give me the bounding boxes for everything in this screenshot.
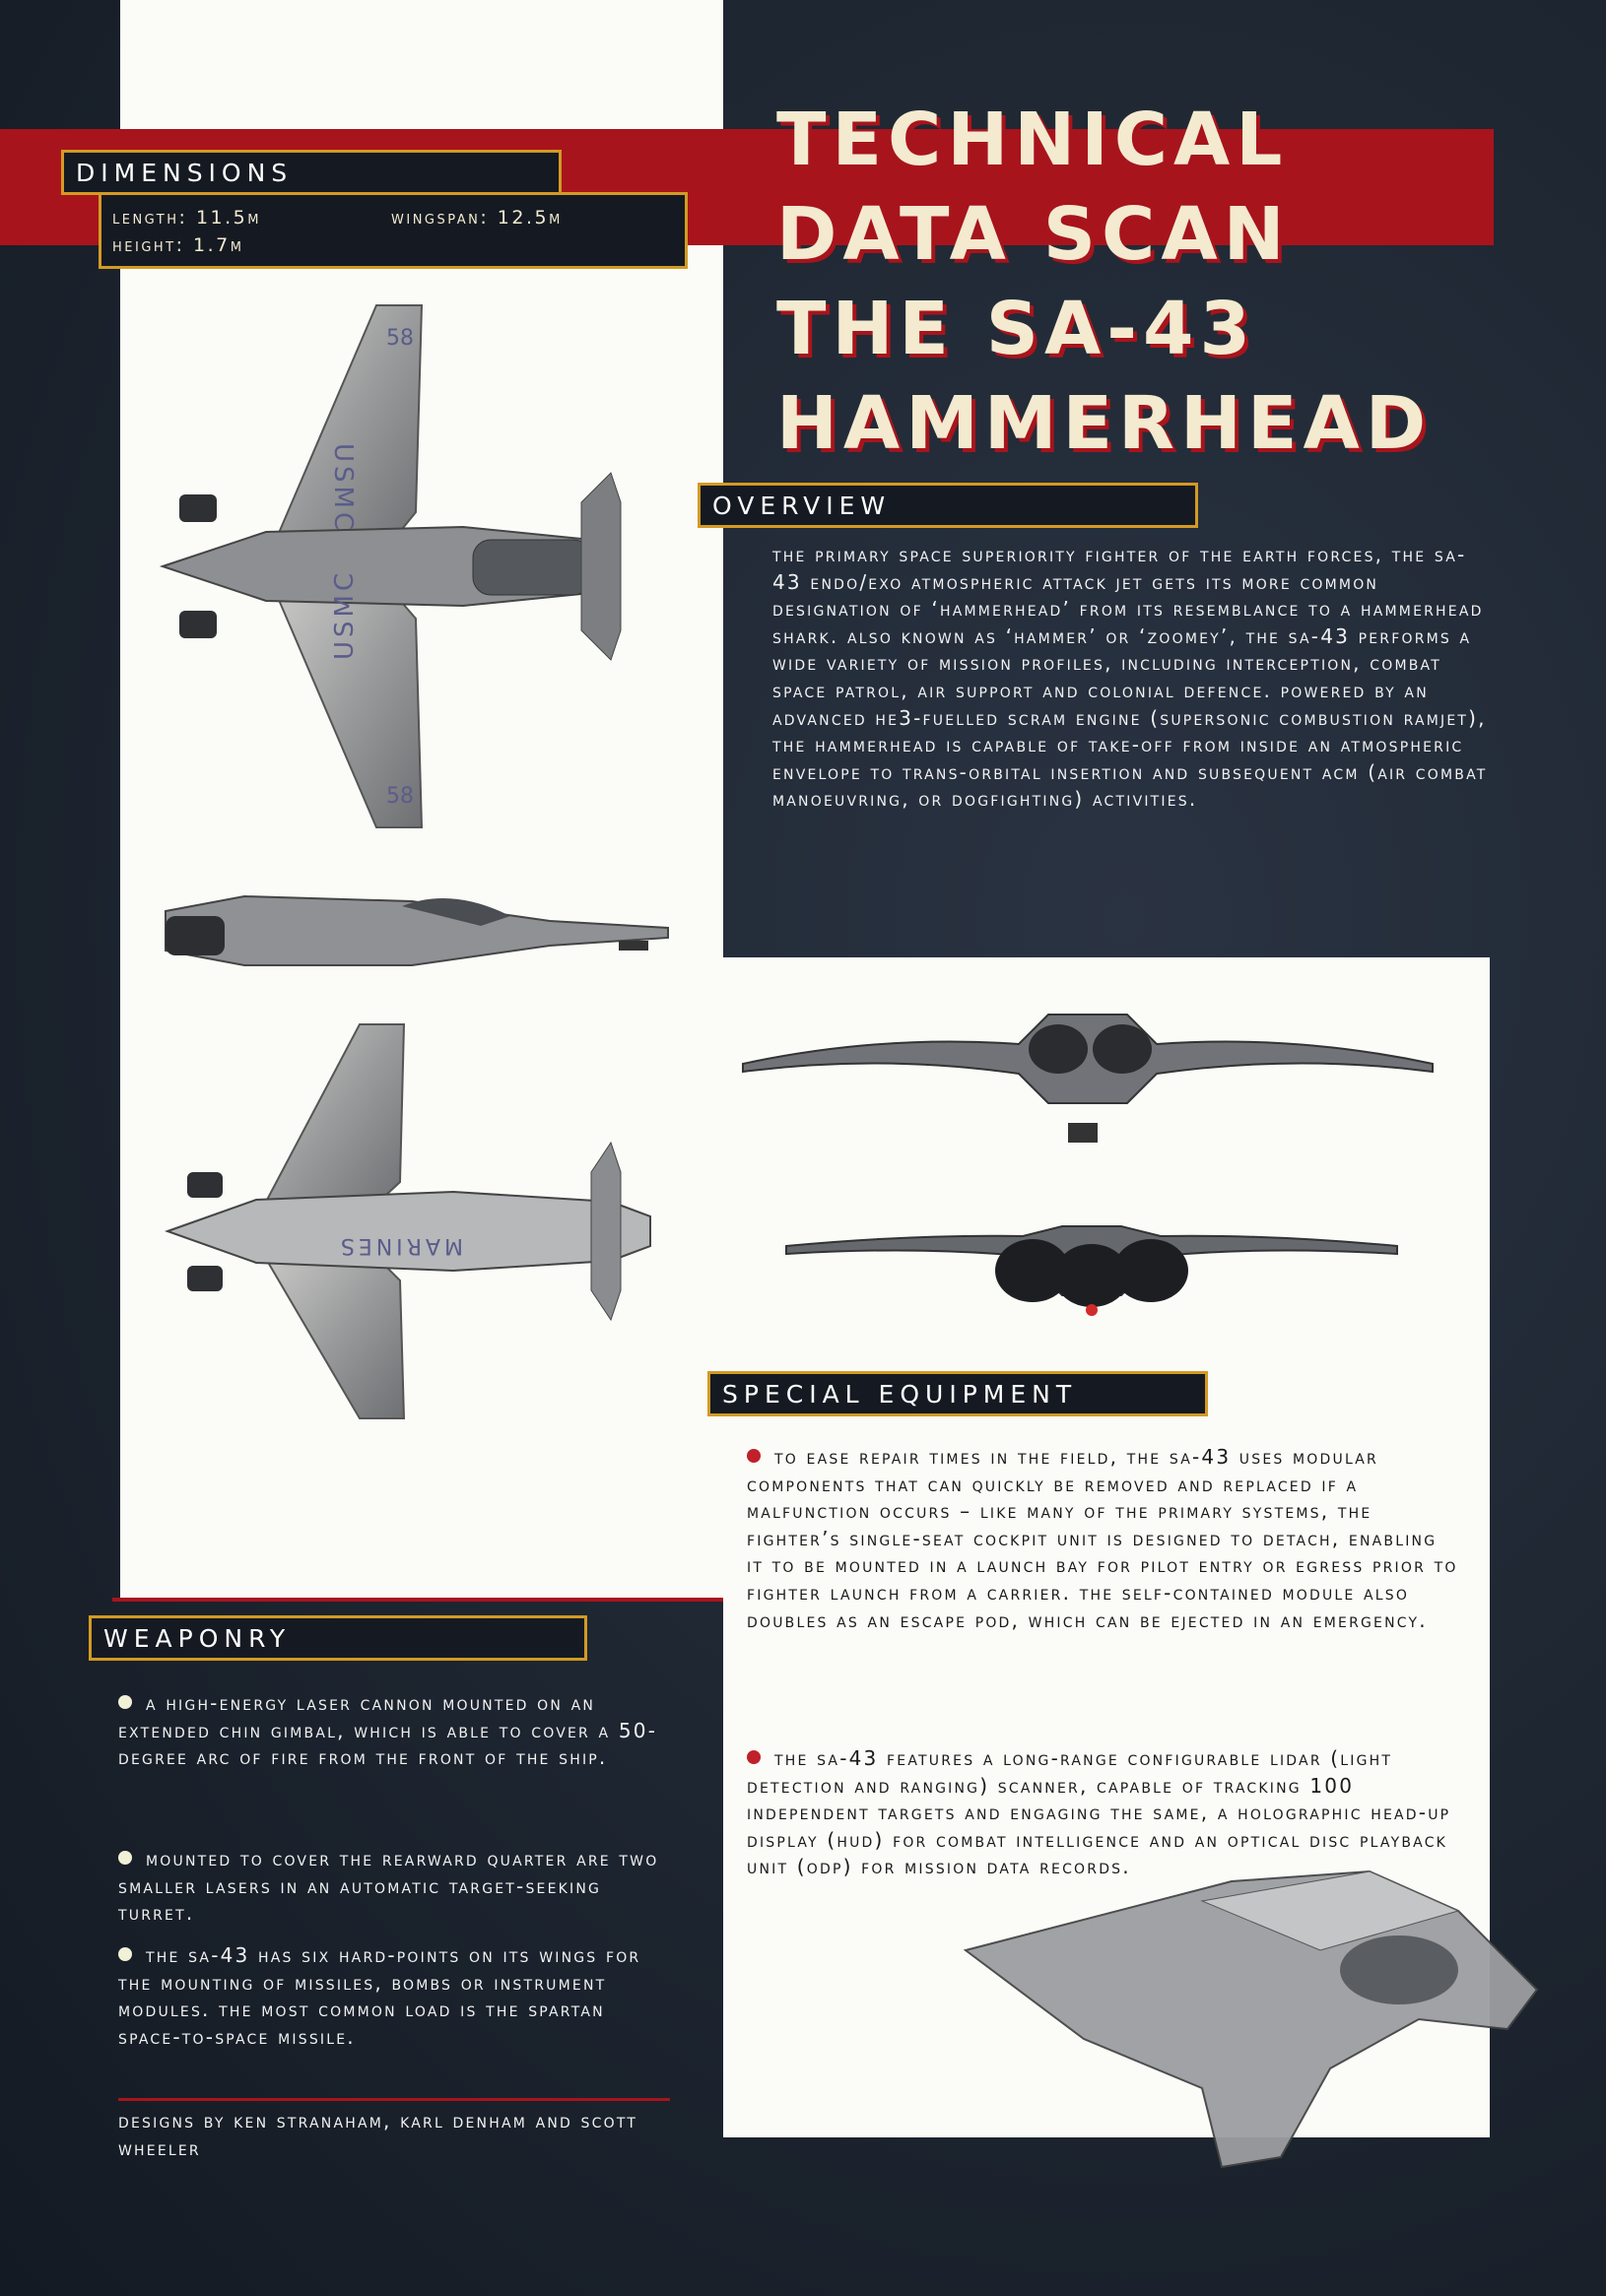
special-equipment-heading-text: SPECIAL EQUIPMENT [722,1379,1078,1409]
credits-divider [118,2098,670,2101]
number-marking-top: 58 [386,326,414,351]
weaponry-heading [89,1615,587,1661]
credits: designs by ken stranaham, karl denham and scott wheeler [118,2109,638,2160]
dimensions-heading-text: DIMENSIONS [76,158,294,187]
red-bullet-icon [747,1750,761,1764]
dimensions-values [99,192,688,269]
special-equipment-text-2: the sa-43 features a long-range configurable lidar (light detection and ranging) scanner, capable of tracking 100 independent targets and engaging the same, a holographic head-up display (hud) for combat intelligence and an optical disc playback unit (odp) for mission data records. [747,1746,1451,1879]
side-view-image [156,867,688,985]
dimension-height: height: 1.7m [112,234,244,256]
special-equipment-item-1 [747,1444,1458,1634]
number-marking-bottom: 58 [386,784,414,809]
weaponry-text-2: mounted to cover the rearward quarter are two smaller lasers in an automatic target-seeking turret. [118,1847,659,1926]
special-equipment-heading [707,1371,1208,1416]
rear-view-image [776,1207,1407,1335]
bullet-icon [118,1947,132,1961]
title-line-4: HAMMERHEAD [776,381,1433,466]
weaponry-item-3 [118,1942,670,2051]
weaponry-heading-text: WEAPONRY [103,1623,292,1653]
red-accent-line [112,1598,723,1602]
overview-body: the primary space superiority fighter of the earth forces, the sa-43 endo/exo atmospheric attack jet gets its more common designation of ‘hammerhead’ from its resemblance to a hammerhead shark. also known as ‘hammer’ or ‘zoomey’, the sa-43 performs a wide variety of mission profiles, including interception, combat space patrol, air support and colonial defence. powered by an advanced he3-fuelled scram engine (supersonic combustion ramjet), the hammerhead is capable of take-off from inside an atmospheric envelope to trans-orbital insertion and subsequent acm (air combat manoeuvring, or dogfighting) activities. [772,543,1488,812]
title-line-1: TECHNICAL [776,98,1289,182]
marines-marking: MARINES [336,1233,463,1258]
dimension-wingspan: wingspan: 12.5m [391,207,563,229]
usmc-marking-top: USMC [328,443,358,535]
bullet-icon [118,1695,132,1709]
title-line-2: DATA SCAN [776,192,1291,277]
special-equipment-text-1: to ease repair times in the field, the sa-43 uses modular components that can quickly be removed and replaced if a malfunction occurs – like many of the primary systems, the fighter’s single-seat cockpit unit is designed to detach, enabling it to be mounted in a launch bay for pilot entry or egress prior to fighter launch from a carrier. the self-contained module also doubles as an escape pod, which can be ejected in an emergency. [747,1445,1458,1632]
dimensions-heading [61,150,562,195]
weaponry-item-1 [118,1690,670,1772]
front-view-image [733,995,1442,1152]
angled-view-image [906,1842,1606,2187]
title-line-3: THE SA-43 [776,287,1256,371]
page-title [776,93,1486,471]
overview-heading-text: OVERVIEW [712,491,892,520]
top-view-image [148,286,700,847]
overview-heading [698,483,1198,528]
weaponry-text-3: the sa-43 has six hard-points on its wings for the mounting of missiles, bombs or instrument modules. the most common load is the spartan space-to-space missile. [118,1943,641,2049]
weaponry-text-1: a high-energy laser cannon mounted on an extended chin gimbal, which is able to cover a 50-degree arc of fire from the front of the ship. [118,1691,658,1770]
bottom-view-image [158,1015,690,1428]
bullet-icon [118,1851,132,1865]
usmc-marking-bottom: USMC [330,568,360,660]
dimension-length: length: 11.5m [112,207,261,229]
weaponry-item-2 [118,1846,670,1928]
red-bullet-icon [747,1449,761,1463]
